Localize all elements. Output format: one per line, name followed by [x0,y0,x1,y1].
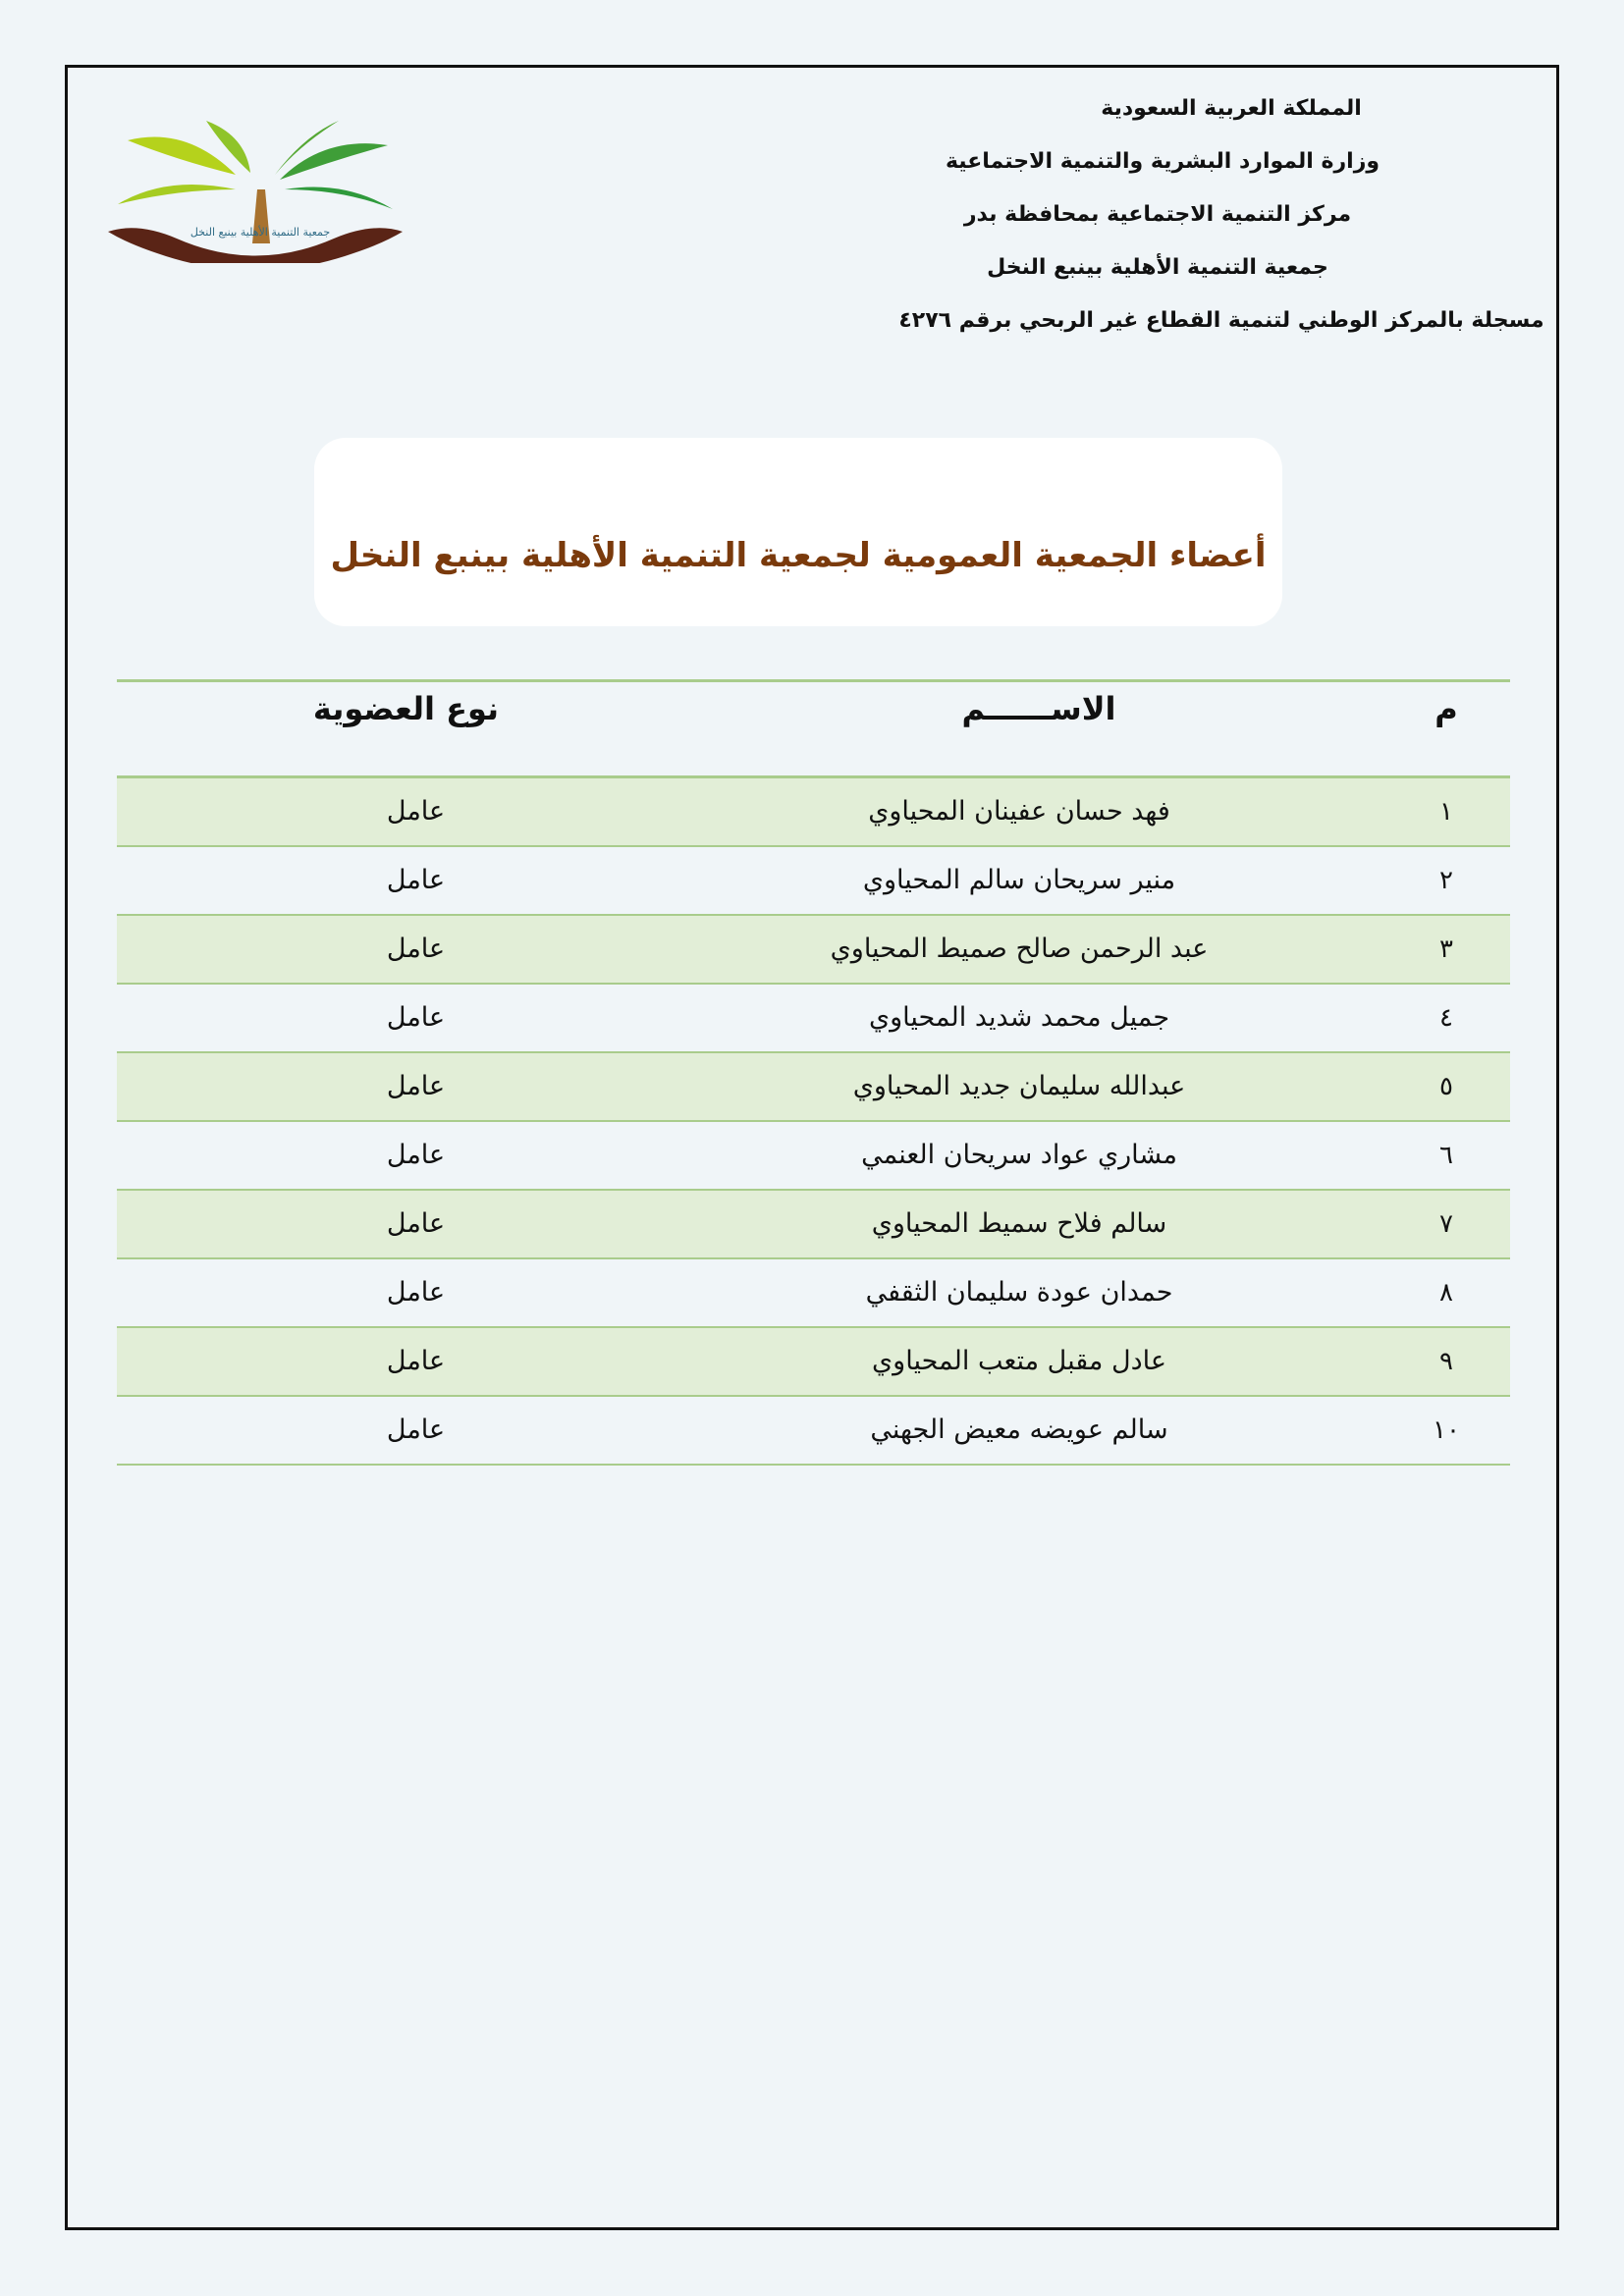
row-name: حمدان عودة سليمان الثقفي [865,1277,1173,1308]
row-name: سالم فلاح سميط المحياوي [871,1208,1167,1239]
row-num: ٧ [1439,1208,1453,1239]
row-type: عامل [386,1346,446,1376]
header-country: المملكة العربية السعودية [1101,96,1362,121]
row-num: ٩ [1439,1346,1453,1376]
row-type: عامل [386,1277,446,1308]
row-num: ٦ [1439,1140,1453,1170]
row-num: ٤ [1439,1002,1453,1033]
table-row [117,846,1510,915]
row-name: جميل محمد شديد المحياوي [868,1002,1170,1033]
table-row [117,1190,1510,1258]
header-block [858,82,1545,347]
header-registration: مسجلة بالمركز الوطني لتنمية القطاع غير الربحي برقم ٤٢٧٦ [898,308,1544,333]
title-box [314,438,1282,626]
row-num: ٨ [1439,1277,1453,1308]
row-num: ١ [1439,796,1453,827]
header-membership-type: نوع العضوية [312,690,500,727]
row-type: عامل [386,1415,446,1445]
table-row [117,915,1510,984]
logo-caption: جمعية التنمية الأهلية بينبع النخل [189,226,331,239]
row-num: ٥ [1439,1071,1453,1101]
table-row [117,1052,1510,1121]
header-num: م [1435,690,1458,727]
table-row [117,1258,1510,1327]
row-type: عامل [386,1002,446,1033]
row-name: مشاري عواد سريحان العنمي [861,1140,1177,1170]
row-type: عامل [386,1071,446,1101]
row-num: ٢ [1439,865,1453,895]
row-name: عبد الرحمن صالح صميط المحياوي [830,934,1209,964]
table-row [117,984,1510,1052]
row-name: منير سريحان سالم المحياوي [862,865,1176,895]
row-type: عامل [386,934,446,964]
row-name: عادل مقبل متعب المحياوي [872,1346,1166,1376]
palm-tree-logo-icon [98,106,412,263]
header-center: مركز التنمية الاجتماعية بمحافظة بدر [963,202,1352,227]
row-type: عامل [386,1140,446,1170]
row-name: فهد حسان عفينان المحياوي [868,796,1170,828]
table-row [117,1396,1510,1465]
row-num: ٣ [1439,934,1453,964]
row-type: عامل [386,1208,446,1239]
row-name: سالم عويضه معيض الجهني [870,1415,1168,1445]
row-type: عامل [386,865,446,895]
members-table [117,679,1510,1466]
table-row [117,1121,1510,1190]
row-type: عامل [386,796,446,828]
page-title: أعضاء الجمعية العمومية لجمعية التنمية الأهلية بينبع النخل [330,536,1267,575]
row-name: عبدالله سليمان جديد المحياوي [852,1071,1186,1101]
table-row [117,1327,1510,1396]
row-num: ١٠ [1433,1415,1460,1445]
table-row [117,777,1510,846]
table-header-row [117,681,1510,777]
header-association: جمعية التنمية الأهلية بينبع النخل [987,255,1328,280]
header-ministry: وزارة الموارد البشرية والتنمية الاجتماعية [945,149,1380,174]
header-name: الاســــــم [961,690,1116,727]
